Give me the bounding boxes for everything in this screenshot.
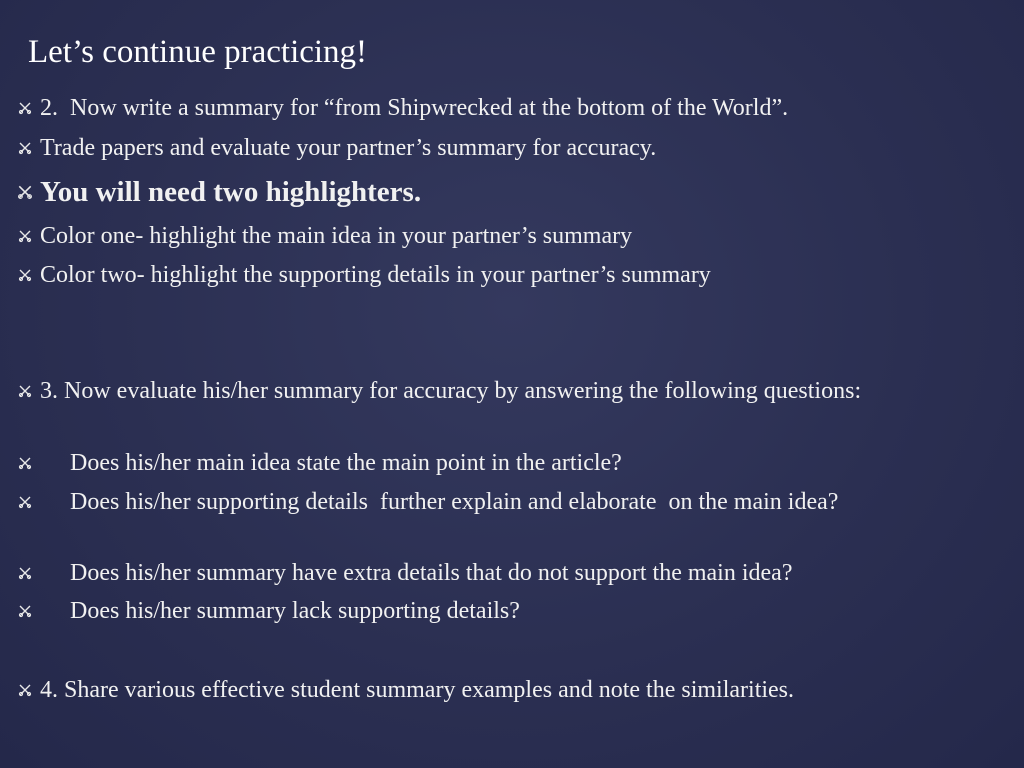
bullet-icon bbox=[10, 174, 40, 210]
bullet-text: Does his/her summary have extra details that do not support the main idea? bbox=[40, 560, 793, 586]
bullet-item bbox=[10, 486, 980, 518]
bullet-item bbox=[10, 375, 940, 407]
bullet-text: 4. Share various effective student summary examples and note the similarities. bbox=[40, 677, 795, 703]
bullet-icon bbox=[10, 375, 40, 407]
bullet-item bbox=[10, 259, 1000, 291]
bullet-text: Color two- highlight the supporting details in your partner’s summary bbox=[40, 262, 711, 288]
bullet-item bbox=[10, 220, 1000, 252]
bullet-icon bbox=[10, 92, 40, 124]
bullet-text: 3. Now evaluate his/her summary for accuracy by answering the following questions: bbox=[40, 378, 862, 404]
bullet-item bbox=[10, 595, 1000, 627]
bullet-text: 2. Now write a summary for “from Shipwrecked at the bottom of the World”. bbox=[40, 95, 789, 121]
bullet-item bbox=[10, 132, 1000, 164]
bullet-text: Does his/her supporting details further explain and elaborate on the main idea? bbox=[40, 489, 839, 515]
bullet-text: Trade papers and evaluate your partner’s summary for accuracy. bbox=[40, 135, 657, 161]
bullet-item bbox=[10, 174, 1000, 210]
slide-title: Let’s continue practicing! bbox=[28, 34, 368, 70]
bullet-text: Color one- highlight the main idea in your partner’s summary bbox=[40, 223, 633, 249]
bullet-icon bbox=[10, 132, 40, 164]
bullet-item bbox=[10, 557, 1000, 589]
bullet-icon bbox=[10, 259, 40, 291]
bullet-icon bbox=[10, 595, 40, 627]
bullet-text: You will need two highlighters. bbox=[40, 176, 422, 208]
bullet-item bbox=[10, 447, 1000, 479]
bullet-text: Does his/her main idea state the main point in the article? bbox=[40, 450, 622, 476]
bullet-icon bbox=[10, 486, 40, 518]
bullet-item bbox=[10, 92, 1000, 124]
bullet-icon bbox=[10, 447, 40, 479]
bullet-text: Does his/her summary lack supporting details? bbox=[40, 598, 520, 624]
bullet-icon bbox=[10, 674, 40, 706]
bullet-item bbox=[10, 674, 1000, 706]
bullet-icon bbox=[10, 220, 40, 252]
bullet-icon bbox=[10, 557, 40, 589]
